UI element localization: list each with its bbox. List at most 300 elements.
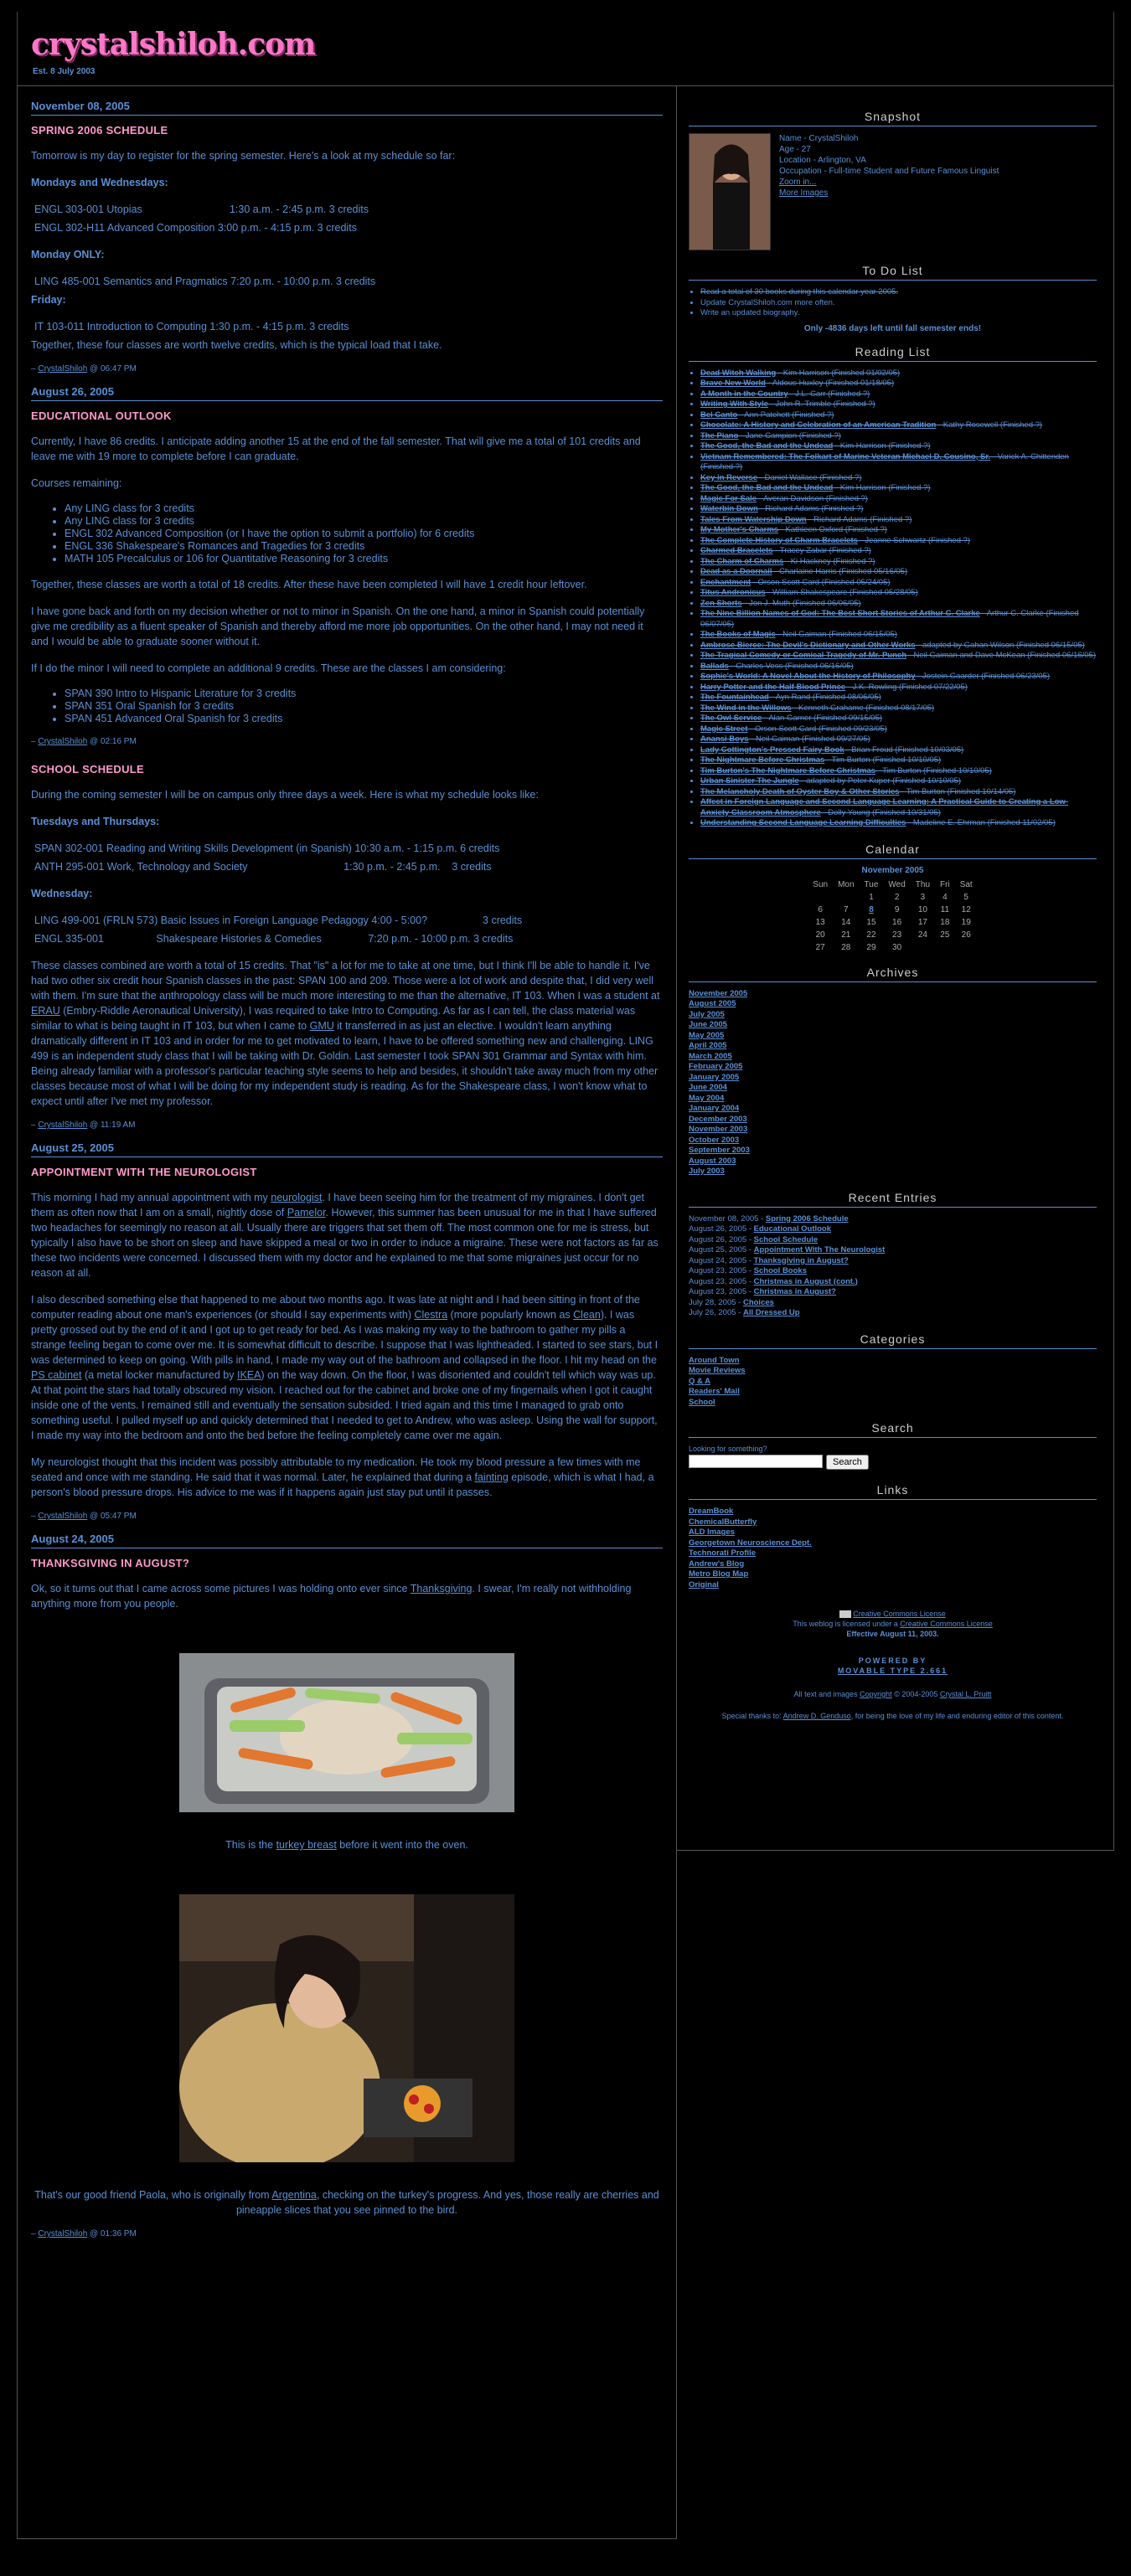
list-item [689,1366,1097,1377]
list-item: • MATH 105 Precalculus or 106 for Quantitative Reasoning for 3 credits [65,553,663,565]
post-paragraph: These classes combined are worth a total of 15 credits. That "is" a lot for me to take at one time, but I think I'll be able to handle it. I've had two other six credit hour Spanish classes in the past: SPAN 100 and 209. Those were a lot of work and despite that, I did very well with them. I'm sure that the anthropology class will be much more interesting to me than the alternative, IT 103. When I was a student at ERAU (Embry-Riddle Aeronautical University), I was required to take Intro to Computing. As far as I can tell, the class material was similar to what is being taught in IT 103, but when I came to GMU it transferred in as just an elective. I wouldn't learn anything dramatically different in IT 103 and in order for me to get motivated to learn, I have to be offered something new and challenging. LING 499 is an independent study class that I will be taking with Dr. Goldin. Last semester I took SPAN 301 Grammar and Syntax with him. Being already familiar with a professor's particular teaching style seems to help and besides, it shouldn't take away much from my other classes because most of what I will be doing for my independent study is reading. As for the Shakespeare class, I won't know what to expect until after I've met my professor. [31,960,660,1107]
book-finished: (Finished 05/24/05) [819,577,891,587]
archive-link[interactable]: November 2003 [689,1125,748,1134]
post-byline: – CrystalShiloh @ 11:19 AM [31,1121,136,1130]
post-paragraph: Currently, I have 86 credits. I anticipate adding another 15 at the end of the fall semester. That will give me a total of 101 credits and leave me with 19 more to complete before I can graduate. [31,435,641,462]
book-finished: (Finished 10/10/05) [921,765,992,775]
book-link[interactable]: Tales From Watership Down [700,514,807,524]
book-finished: (Finished 06/23/05) [979,672,1051,681]
license-block: Creative Commons License This weblog is licensed under a Creative Commons License Effective August 11, 2003. [689,1609,1097,1639]
book-author: - Alan Garner [762,714,812,723]
reading-item [700,641,1097,652]
book-finished: (Finished 06/16/05) [1025,651,1097,660]
recent-entry-link[interactable]: All Dressed Up [742,1308,800,1317]
book-finished: (Finished 06/15/05) [1014,640,1085,650]
book-link[interactable]: The Charm of Charms [700,556,784,566]
clean-link[interactable]: Clean [573,1309,601,1321]
reading-item [700,504,1097,515]
profile-photo-image [689,134,771,250]
thanks-link[interactable]: Andrew D. Genduso [782,1712,851,1720]
book-link[interactable]: The Tragical Comedy or Comical Tragedy of Mr. Punch [700,651,907,660]
book-link[interactable]: Titus Andronicus [700,588,766,597]
cc-badge-icon [839,1610,851,1618]
thanksgiving-link[interactable]: Thanksgiving [410,1583,473,1595]
calendar-day: 25 [940,930,950,940]
category-link[interactable]: School [689,1397,715,1407]
recent-entry-link[interactable]: School Schedule [753,1234,819,1244]
reading-item [700,494,1097,505]
book-link[interactable]: Affect in Foreign Language and Second Language Learning: A Practical Guide to Creating a Low-Anxiety Classroom Atmosphere [700,797,1068,817]
author-link[interactable]: CrystalShiloh [38,2229,88,2239]
calendar-day: 30 [892,942,902,952]
book-author: - Kenneth Grahame [791,703,864,713]
reading-item [700,662,1097,672]
powered-by: POWERED BY [858,1656,927,1665]
book-link[interactable]: The Complete History of Charm Bracelets [700,535,858,545]
book-finished: (Finished 10/03/05) [892,744,964,755]
post-time: @ 11:19 AM [90,1121,136,1130]
book-link[interactable]: The Nightmare Before Christmas [700,755,825,765]
list-item [689,1548,1097,1559]
book-author: - Tim Burton [824,755,870,765]
sidebar [677,85,1114,1851]
recent-entry [689,1266,1097,1277]
book-finished: (Finished 06/07/05) [700,609,1079,629]
book-finished: (Finished 09/27/05) [799,734,870,744]
fainting-link[interactable]: fainting [474,1471,509,1483]
reading-item [700,818,1097,829]
reading-heading: Reading List [689,345,1097,362]
calendar-day: 16 [892,917,902,927]
recent-entry-link[interactable]: Christmas in August? [753,1287,836,1296]
post-thanksgiving-august [31,1533,663,2239]
blogroll-link[interactable]: DreamBook [689,1507,734,1516]
calendar-day-header: Sun [813,879,829,889]
recent-entry-link[interactable]: Christmas in August (cont.) [753,1276,858,1286]
book-link[interactable]: Zen Shorts [700,598,742,608]
reading-item [700,734,1097,745]
book-finished: (Finished ?) [886,483,931,492]
post-time: @ 01:36 PM [90,2229,137,2239]
reading-item [700,420,1097,431]
gmu-link[interactable]: GMU [309,1020,334,1032]
calendar-day[interactable]: 8 [869,904,874,914]
book-link[interactable]: Brave New World [700,379,766,388]
recent-entry [689,1235,1097,1246]
post-paragraph: Ok, so it turns out that I came across some pictures I was holding onto ever since Thanksgiving. I swear, I'm really not withholding anything more from you people. [31,1583,632,1610]
book-author: - Jane Campion [738,430,798,440]
license-effective: Effective August 11, 2003. [846,1630,939,1638]
search-input[interactable] [689,1455,823,1468]
book-link[interactable]: Dead as a Doornail [700,567,772,576]
list-item: • SPAN 390 Intro to Hispanic Literature for 3 credits [65,688,663,700]
copyright-link[interactable]: Copyright [860,1690,892,1698]
paola-photo [179,1894,514,2162]
site-header [17,12,1114,85]
search-button[interactable]: Search [826,1455,869,1470]
recent-entry [689,1298,1097,1309]
book-author: - William Shakespeare [765,588,848,597]
cc-image-link[interactable]: Creative Commons License [853,1610,946,1618]
book-finished: (Finished 10/31/05) [870,807,941,817]
argentina-link[interactable]: Argentina [271,2189,317,2201]
post-date: November 08, 2005 [31,100,663,116]
recent-entry-link[interactable]: Thanksgiving in August? [753,1255,849,1265]
book-link[interactable]: Sophie's World: A Novel About the History of Philosophy [700,672,916,681]
blogroll-link[interactable]: Original [689,1579,719,1589]
search-label: Looking for something? [689,1445,767,1453]
blogroll-link[interactable]: ALD Images [689,1528,735,1537]
blogroll-link[interactable]: Georgetown Neuroscience Dept. [689,1538,812,1548]
recent-entry-link[interactable]: Spring 2006 Schedule [765,1213,849,1224]
book-link[interactable]: Harry Potter and the Half Blood Prince [700,682,846,692]
list-item [689,1073,1097,1084]
book-link[interactable]: Writing With Style [700,399,769,409]
book-link[interactable]: The Fountainhead [700,693,769,702]
book-link[interactable]: Tim Burton's The Nightmare Before Christmas [700,765,876,775]
list-item [689,1507,1097,1517]
reading-item [700,703,1097,714]
book-author: - adapted by Peter Kuper [798,776,891,786]
list-item [689,1398,1097,1409]
recent-entry-link[interactable]: Choices [742,1297,774,1307]
book-author: - Charles Vess [728,661,783,671]
calendar-day: 6 [818,904,823,914]
calendar-day-header: Tue [864,879,879,889]
archive-link[interactable]: July 2005 [689,1009,725,1019]
list-item [689,1125,1097,1136]
schedule-label: Monday ONLY: [31,249,105,260]
post-paragraph: During the coming semester I will be on campus only three days a week. Here is what my schedule looks like: [31,789,539,801]
book-link[interactable]: The Books of Magic [700,630,776,639]
photo-caption: This is the turkey breast before it went into the oven. [225,1839,468,1851]
archive-link[interactable]: September 2003 [689,1146,750,1155]
reading-item [700,651,1097,662]
book-author: - Aldous Huxley [765,379,824,388]
schedule-line: ENGL 335-001 Shakespeare Histories & Comedies 7:20 p.m. - 10:00 p.m. 3 credits [34,933,514,945]
book-link[interactable]: The Wind in the Willows [700,703,792,713]
book-finished: (Finished ?) [886,441,931,451]
reading-item [700,693,1097,703]
list-item [689,1031,1097,1042]
reading-item [700,714,1097,724]
book-finished: (Finished 10/10/05) [890,776,962,786]
book-link[interactable]: Understanding Second Language Learning Difficulties [700,818,906,827]
schedule-line: ENGL 302-H11 Advanced Composition 3:00 p.m. - 4:15 p.m. 3 credits [34,222,357,234]
calendar-day [833,891,859,904]
cc-license-link[interactable]: Creative Commons License [900,1620,993,1628]
calendar-day: 29 [866,942,876,952]
calendar-day: 12 [961,904,971,914]
reading-item [700,473,1097,484]
recent-date: August 23, 2005 - [689,1276,754,1286]
reading-list [689,368,1097,829]
book-author: - Ann Patchett [737,410,790,420]
book-author: - Neil Gaiman and Dave McKean [906,651,1025,660]
snapshot-line: Occupation - Full-time Student and Future Famous Linguist [779,167,999,176]
book-link[interactable]: Chocolate: A History and Celebration of an American Tradition [700,420,937,430]
archive-link[interactable]: June 2005 [689,1020,727,1029]
reading-item [700,525,1097,536]
book-finished: (Finished ?) [830,556,875,566]
archive-link[interactable]: August 2005 [689,999,736,1008]
reading-item [700,483,1097,494]
archive-link[interactable]: February 2005 [689,1062,743,1071]
search-row [689,1455,1097,1470]
calendar-day: 11 [940,904,950,914]
post-appointment-neurologist [31,1141,663,1521]
todo-item: • Write an updated biography. [700,308,1097,319]
calendar-heading: Calendar [689,842,1097,859]
recent-date: November 08, 2005 - [689,1213,766,1224]
post-date: August 25, 2005 [31,1141,663,1157]
calendar-day: 28 [841,942,851,952]
list-item [689,1167,1097,1177]
calendar-day-header: Fri [940,879,950,889]
calendar-day: 22 [866,930,876,940]
book-author: - Kim Harrison [833,441,886,451]
reading-item [700,368,1097,379]
book-finished: (Finished ?) [827,546,871,555]
calendar-day: 27 [815,942,825,952]
list-item [689,1146,1097,1157]
post-byline: – CrystalShiloh @ 06:47 PM [31,364,137,374]
post-paragraph: Together, these four classes are worth twelve credits, which is the typical load that I take. [31,339,442,351]
book-link[interactable]: Lady Cottington's Pressed Fairy Book [700,744,844,755]
copyright: All text and images Copyright © 2004-2005 Crystal L. Pruitt [793,1690,992,1698]
book-author: - adapted by Gahan Wilson [915,640,1015,650]
book-link[interactable]: Vietnam Remembered: The Folkart of Marine Veteran Michael D. Cousino, Sr. [700,451,991,461]
book-link[interactable]: Enchantment [700,577,751,587]
post-paragraph: I also described something else that happened to me about two months ago. It was late at night and I had been sitting in front of the computer reading about one man's experiences (or should I say experiments with) Clestra (more popularly known as Clean). I was pretty grossed out by the end of it and I got up to get ready for bed. As I was making my way to the bathroom to gather my pills a strange feeling began to come over me. It is somewhat difficult to describe. I suppose that I was lightheaded. I started to see stars, but I was determined to keep on going. With pills in hand, I made my way out of the bathroom and collapsed in the floor. I hit my head on the PS cabinet (a metal locker manufactured by IKEA) on the way down. On the floor, I was disoriented and couldn't tell which way was up. At that point the stars had totally obscured my vision. I reached out for the cabinet and broke one of my fingernails when I got it caught inside one of the vents. I remained still and eventually the sensation subsided. I tried again and this time I managed to grab onto something useful. I pulled myself up and quickly determined that I needed to get to Andrew, who was asleep. Using the wall for support, I made my way into the bedroom and onto the bed before the feeling completely came over me again. [31,1294,658,1441]
turkey-breast-link[interactable]: turkey breast [276,1839,337,1851]
book-link[interactable]: The Piano [700,430,739,440]
recent-list [689,1214,1097,1319]
book-link[interactable]: Bel Canto [700,410,738,420]
author-link[interactable]: CrystalShiloh [38,1121,88,1130]
reading-item [700,557,1097,568]
category-link[interactable]: Q & A [689,1376,711,1386]
book-author: - Ki Hackney [783,556,831,566]
snapshot-line: Location - Arlington, VA [779,156,866,165]
post-time: @ 05:47 PM [90,1512,137,1521]
book-finished: (Finished 01/02/05) [829,368,901,378]
book-link[interactable]: Magic For Sale [700,493,757,503]
book-finished: (Finished ?) [817,472,862,482]
schedule-line: LING 499-001 (FRLN 573) Basic Issues in Foreign Language Pedagogy 4:00 - 5:00? 3 credits [34,914,523,926]
archive-link[interactable]: May 2004 [689,1093,725,1103]
reading-item [700,399,1097,410]
calendar-day-header: Mon [838,879,855,889]
book-link[interactable]: Dead Witch Walking [700,368,777,378]
list-item [689,1377,1097,1388]
recent-entry [689,1214,1097,1225]
movable-type-link[interactable]: MOVABLE TYPE 2.661 [837,1667,948,1675]
blogroll-link[interactable]: Andrew's Blog [689,1558,745,1569]
book-finished: (Finished 09/23/05) [816,724,887,734]
book-author: - Orson Scott Card [751,577,820,587]
calendar-month: November 2005 [861,865,924,875]
erau-link[interactable]: ERAU [31,1005,60,1017]
book-link[interactable]: Magic Street [700,724,748,734]
more-images-link[interactable]: More Images [779,188,829,198]
book-link[interactable]: The Owl Service [700,714,762,723]
post-paragraph: Together, these classes are worth a total of 18 credits. After these have been completed I will have 1 credit hour leftover. [31,579,587,590]
archive-link[interactable]: December 2003 [689,1114,747,1124]
book-link[interactable]: The Good, the Bad and the Undead [700,483,834,492]
category-link[interactable]: Around Town [689,1355,740,1365]
book-link[interactable]: Waterbin Down [700,504,758,513]
book-author: - Richard Adams [806,514,868,524]
recent-entry-link[interactable]: School Books [753,1266,807,1275]
book-finished: (Finished 05/28/05) [847,588,918,597]
book-link[interactable]: Anansi Boys [700,734,749,744]
schedule-line: SPAN 302-001 Reading and Writing Skills Development (in Spanish) 10:30 a.m. - 1:15 p.m. 6 credits [34,842,500,854]
archive-link[interactable]: January 2005 [689,1072,740,1082]
calendar-table [808,878,977,954]
calendar-day: 7 [844,904,849,914]
archive-link[interactable]: April 2005 [689,1041,727,1050]
book-finished: (Finished ?) [998,420,1043,430]
schedule-label: Friday: [31,294,66,306]
book-author: - Neil Gaiman [748,734,800,744]
book-author: - Averan Davidson [757,493,824,503]
archive-link[interactable]: June 2004 [689,1083,727,1092]
reading-item [700,546,1097,557]
spanish-list [31,688,663,725]
calendar-day: 17 [917,917,927,927]
post-paragraph: This morning I had my annual appointment with my neurologist. I have been seeing him for the treatment of my migraines. I don't get them as often now that I am on a small, nightly dose of Pamelor. However, this summer has been unusual for me in that I have suffered two headaches for seemingly no reason at all. Usually there are triggers that set them off. The most common one for me is stress, but typically I also have to be short on sleep and have skipped a meal or two in order to induce a migraine. These were not factors as far as these two incidents were concerned. I discussed them with my doctor and he explained to me that some migraines just occur for no reason at all. [31,1192,658,1279]
reading-item [700,389,1097,400]
book-author: - J.K. Rowling [845,682,897,692]
book-author: - Tim Burton [899,786,945,796]
book-link[interactable]: The Nine Billion Names of God: The Best Short Stories of Arthur C. Clarke [700,609,980,618]
archive-link[interactable]: August 2003 [689,1156,736,1166]
book-author: - J.L. Carr [788,389,826,399]
author-link[interactable]: CrystalShiloh [38,737,88,746]
book-link[interactable]: The Good, the Bad and the Undead [700,441,834,451]
recent-entry-link[interactable]: Educational Outlook [753,1224,832,1234]
archive-link[interactable]: May 2005 [689,1030,725,1040]
site-title[interactable]: crystalshiloh.com [31,27,316,62]
list-item [689,1538,1097,1549]
reading-item [700,431,1097,442]
book-finished: (Finished ?) [843,525,887,534]
ps-cabinet-link[interactable]: PS cabinet [31,1369,82,1381]
snapshot-line: Age - 27 [779,145,811,154]
book-finished: (Finished ?) [819,504,864,513]
book-link[interactable]: Key in Reverse [700,472,758,482]
blogroll-link[interactable]: Metro Blog Map [689,1569,749,1579]
reading-item [700,672,1097,683]
book-author: - Madeline E. Ehrman [906,818,985,827]
reading-item [700,755,1097,766]
reading-item [700,441,1097,452]
book-link[interactable]: A Month in the Country [700,389,788,399]
book-finished: (Finished ?) [789,410,834,420]
reading-item [700,609,1097,630]
list-item [689,1569,1097,1580]
list-item [689,1104,1097,1115]
post-paragraph: If I do the minor I will need to complete an additional 9 credits. These are the classes I am considering: [31,662,506,674]
category-link[interactable]: Movie Reviews [689,1366,746,1375]
post-time: @ 02:16 PM [90,737,137,746]
ikea-link[interactable]: IKEA [236,1369,261,1381]
blogroll-link[interactable]: Technorati Profile [689,1548,757,1558]
book-link[interactable]: Ambrose Bierce: The Devil's Dictionary and Other Works [700,640,916,650]
recent-date: August 26, 2005 - [689,1224,754,1234]
links-list [689,1507,1097,1590]
reading-item [700,724,1097,735]
book-author: - Jon J. Muth [741,598,791,608]
recent-date: August 24, 2005 - [689,1255,754,1265]
owner-link[interactable]: Crystal L. Pruitt [939,1690,992,1698]
snapshot-heading: Snapshot [689,110,1097,126]
calendar-day [935,941,955,954]
reading-item [700,588,1097,599]
book-author: - Ayn Rand [768,693,811,702]
todo-item: • Read a total of 30 books during this calendar year 2005. [700,287,1097,298]
category-link[interactable]: Readers' Mail [689,1387,740,1396]
calendar-day-header: Thu [915,879,931,889]
calendar-day: 24 [917,930,927,940]
book-link[interactable]: Charmed Bracelets [700,546,773,555]
list-item [689,1052,1097,1063]
calendar-day [808,891,833,904]
post-byline: – CrystalShiloh @ 05:47 PM [31,1512,137,1521]
neurologist-link[interactable]: neurologist [271,1192,323,1203]
archive-link[interactable]: November 2005 [689,988,748,998]
book-author: - Neil Gaiman [775,630,827,639]
archive-link[interactable]: January 2004 [689,1104,740,1113]
recent-entry [689,1277,1097,1288]
book-finished: (Finished ?) [825,389,870,399]
calendar-day: 14 [841,917,851,927]
recent-entry-link[interactable]: Appointment With The Neurologist [753,1245,886,1255]
author-link[interactable]: CrystalShiloh [38,1512,88,1521]
post-date: August 26, 2005 [31,385,663,401]
book-link[interactable]: Ballads [700,661,729,671]
schedule-label: Wednesday: [31,888,93,899]
book-finished: (Finished 08/17/05) [863,703,935,713]
book-author: - Richard Adams [757,504,819,513]
list-item [689,1356,1097,1367]
calendar-day [955,941,978,954]
list-item [689,1136,1097,1146]
post-byline: – CrystalShiloh @ 02:16 PM [31,737,137,746]
clestra-link[interactable]: Clestra [414,1309,448,1321]
pamelor-link[interactable]: Pamelor [287,1207,326,1218]
reading-item [700,766,1097,777]
calendar-day: 3 [920,892,926,902]
archive-link[interactable]: July 2003 [689,1167,725,1176]
recent-date: July 28, 2005 - [689,1297,743,1307]
post-title: SCHOOL SCHEDULE [31,763,144,775]
list-item [689,1094,1097,1105]
book-link[interactable]: Urban Sinister The Jungle [700,776,799,786]
blogroll-link[interactable]: ChemicalButterfly [689,1517,757,1527]
reading-item [700,797,1097,818]
book-finished: (Finished 01/18/05) [823,379,895,388]
profile-photo[interactable] [689,133,771,250]
author-link[interactable]: CrystalShiloh [38,364,88,374]
reading-item [700,578,1097,589]
book-link[interactable]: My Mother's Charms [700,525,779,534]
archive-link[interactable]: March 2005 [689,1051,732,1061]
zoom-in-link[interactable]: Zoom in... [779,178,817,187]
book-link[interactable]: The Melancholy Death of Oyster Boy & Other Stories [700,786,900,796]
archive-link[interactable]: October 2003 [689,1135,740,1145]
